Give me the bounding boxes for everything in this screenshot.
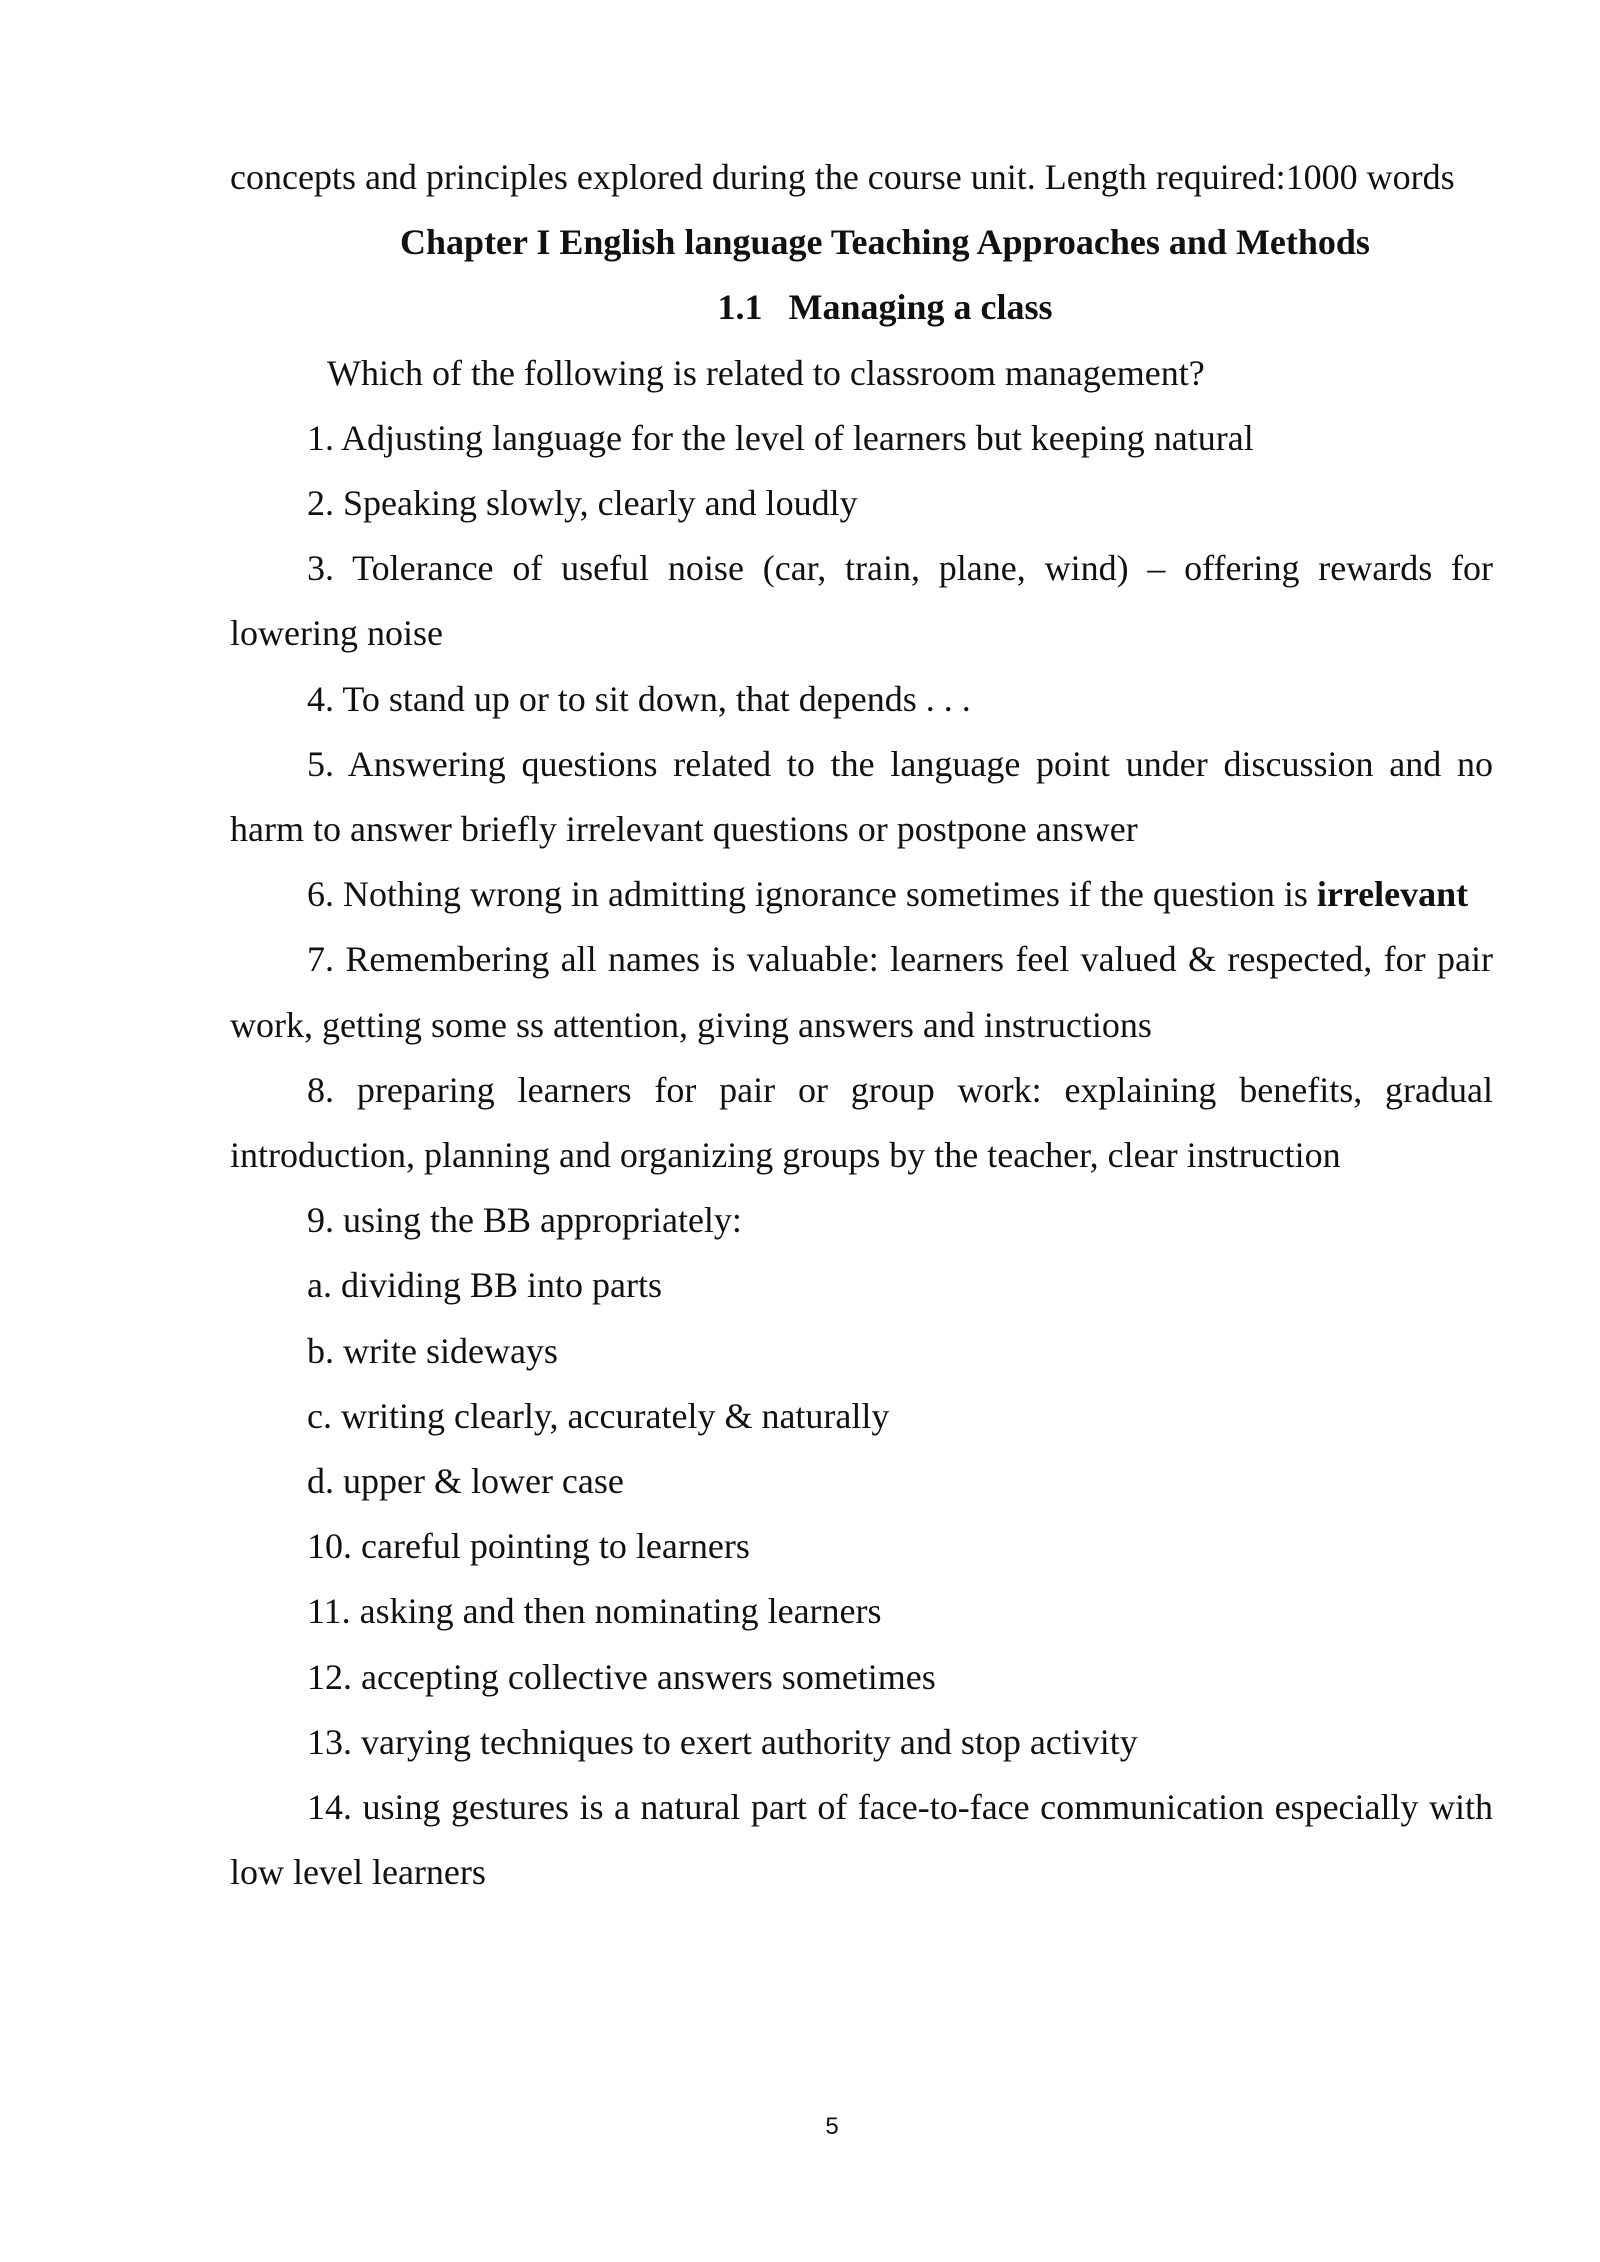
question-text: Which of the following is related to classroom management?: [327, 352, 1205, 393]
list-item: 2. Speaking slowly, clearly and loudly: [307, 483, 858, 524]
list-item: 1. Adjusting language for the level of learners but keeping natural: [307, 417, 1254, 458]
list-item: 13. varying techniques to exert authority and stop activity: [307, 1721, 1138, 1762]
page-number: 5: [825, 2113, 839, 2140]
sub-list-item: c. writing clearly, accurately & naturally: [307, 1395, 890, 1436]
list-item: 4. To stand up or to sit down, that depends . . .: [307, 678, 971, 719]
section-number: 1.1: [717, 287, 763, 328]
section-title: Managing a class: [788, 287, 1053, 328]
list-item: 9. using the BB appropriately:: [307, 1200, 742, 1241]
list-item-6-bold-word: irrelevant: [1316, 874, 1469, 915]
page-body: [230, 145, 1493, 1905]
list-item: 11. asking and then nominating learners: [307, 1591, 882, 1632]
sub-list-item: d. upper & lower case: [307, 1461, 624, 1502]
list-item: 12. accepting collective answers sometimes: [307, 1656, 936, 1697]
list-item: 7. Remembering all names is valuable: learners feel valued & respected, for pair work, getting some ss attention, giving answers and instructions: [230, 939, 1493, 1045]
list-item-6: [230, 862, 1493, 927]
chapter-title: Chapter I English language Teaching Approaches and Methods: [400, 222, 1370, 263]
sub-list-item: a. dividing BB into parts: [307, 1265, 662, 1306]
list-item: 5. Answering questions related to the language point under discussion and no harm to answer briefly irrelevant questions or postpone answer: [230, 743, 1493, 850]
continuation-paragraph: concepts and principles explored during the course unit. Length required:1000 words: [230, 157, 1455, 197]
list-item: 3. Tolerance of useful noise (car, train, plane, wind) – offering rewards for lowering noise: [230, 548, 1493, 654]
list-item: 8. preparing learners for pair or group work: explaining benefits, gradual introduction, planning and organizing groups by the teacher, clear instruction: [230, 1069, 1493, 1176]
sub-list-item: b. write sideways: [307, 1330, 558, 1371]
list-item: 10. careful pointing to learners: [307, 1526, 750, 1567]
section-heading: [230, 275, 1493, 340]
list-item: 14. using gestures is a natural part of face-to-face communication especially with low level learners: [230, 1787, 1493, 1893]
list-item-6-text: 6. Nothing wrong in admitting ignorance sometimes if the question is: [307, 874, 1317, 915]
